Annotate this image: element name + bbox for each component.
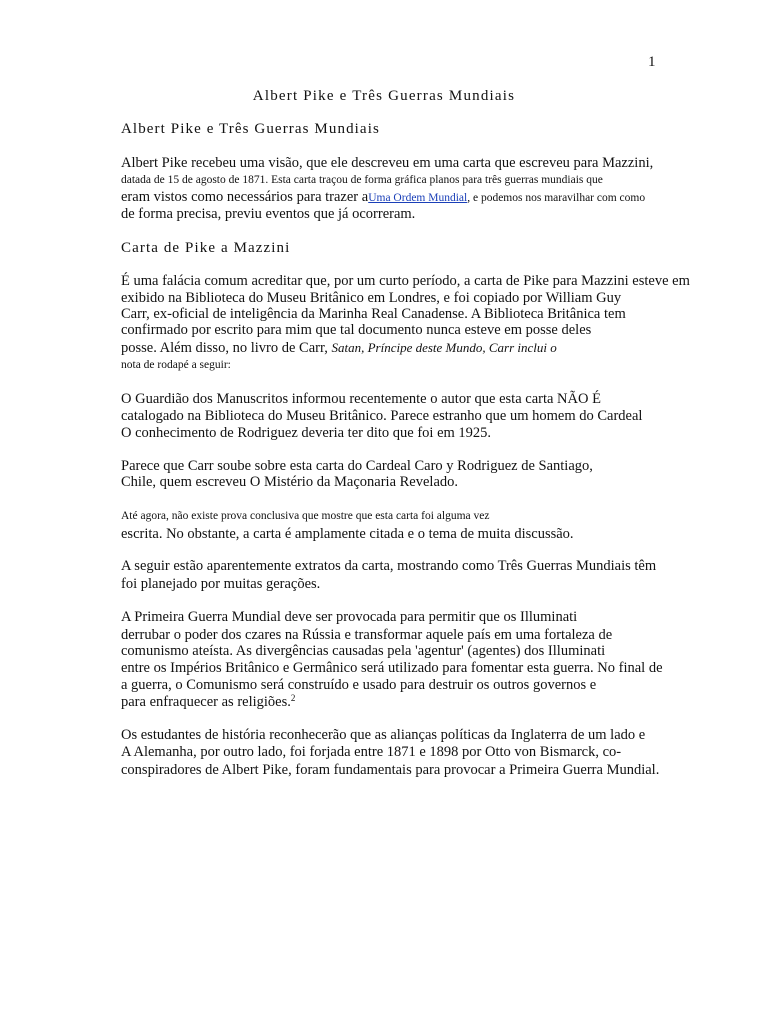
p6-line: A seguir estão aparentemente extratos da carta, mostrando como Três Guerras Mundiais têm: [121, 558, 657, 574]
p8-line: A Alemanha, por outro lado, foi forjada entre 1871 e 1898 por Otto von Bismarck, co-: [121, 744, 622, 760]
heading-1: Albert Pike e Três Guerras Mundiais: [121, 121, 380, 137]
p7-line: [121, 694, 295, 711]
p8-line: conspiradores de Albert Pike, foram fundamentais para provocar a Primeira Guerra Mundial.: [121, 762, 660, 778]
p2-line: exibido na Biblioteca do Museu Britânico em Londres, e foi copiado por William Guy: [121, 290, 622, 306]
p5-line: Até agora, não existe prova conclusiva que mostre que esta carta foi alguma vez: [121, 510, 490, 522]
p3-line: O conhecimento de Rodriguez deveria ter dito que foi em 1925.: [121, 425, 492, 441]
p7-line: A Primeira Guerra Mundial deve ser provocada para permitir que os Illuminati: [121, 609, 578, 625]
book-title: Satan, Príncipe deste Mundo, Carr inclui o: [331, 340, 557, 355]
p1-line-text: eram vistos como necessários para trazer a: [121, 189, 369, 205]
p2-line: nota de rodapé a seguir:: [121, 359, 231, 371]
p3-line: catalogado na Biblioteca do Museu Britânico. Parece estranho que um homem do Cardeal: [121, 408, 643, 424]
p8-line: Os estudantes de história reconhecerão que as alianças políticas da Inglaterra de um lado e: [121, 727, 646, 743]
p4-line: Parece que Carr soube sobre esta carta do Cardeal Caro y Rodriguez de Santiago,: [121, 458, 593, 474]
p6-line: foi planejado por muitas gerações.: [121, 576, 321, 592]
p4-line: Chile, quem escreveu O Mistério da Maçonaria Revelado.: [121, 474, 459, 490]
p2-line: É uma falácia comum acreditar que, por um curto período, a carta de Pike para Mazzini esteve em: [121, 273, 690, 289]
document-title: Albert Pike e Três Guerras Mundiais: [252, 88, 516, 104]
p1-line-text: , e podemos nos maravilhar com como: [467, 192, 646, 204]
p1-line: [121, 189, 645, 206]
p2-line: Carr, ex-oficial de inteligência da Marinha Real Canadense. A Biblioteca Britânica tem: [121, 306, 626, 322]
p3-line: O Guardião dos Manuscritos informou recentemente o autor que esta carta NÃO É: [121, 391, 601, 407]
p7-line: entre os Impérios Britânico e Germânico será utilizado para fomentar esta guerra. No final de: [121, 660, 663, 676]
footnote-marker: 2: [290, 693, 296, 703]
page-number: 1: [648, 54, 656, 70]
p7-line: derrubar o poder dos czares na Rússia e transformar aquele país em uma fortaleza de: [121, 627, 613, 643]
ordem-mundial-link[interactable]: Uma Ordem Mundial: [368, 192, 468, 204]
p7-line-text: para enfraquecer as religiões.: [121, 694, 291, 710]
p7-line: a guerra, o Comunismo será construído e usado para destruir os outros governos e: [121, 677, 597, 693]
p2-line-text: posse. Além disso, no livro de Carr,: [121, 340, 332, 356]
p1-line: Albert Pike recebeu uma visão, que ele descreveu em uma carta que escreveu para Mazzini,: [121, 155, 654, 171]
p2-line: [121, 340, 557, 357]
p1-line: de forma precisa, previu eventos que já ocorreram.: [121, 206, 416, 222]
heading-2: Carta de Pike a Mazzini: [121, 240, 291, 256]
p1-line: datada de 15 de agosto de 1871. Esta carta traçou de forma gráfica planos para três guerras mundiais que: [121, 174, 603, 186]
p7-line: comunismo ateísta. As divergências causadas pela 'agentur' (agentes) dos Illuminati: [121, 643, 606, 659]
p5-line: escrita. No obstante, a carta é amplamente citada e o tema de muita discussão.: [121, 526, 574, 542]
p2-line: confirmado por escrito para mim que tal documento nunca esteve em posse deles: [121, 322, 592, 338]
